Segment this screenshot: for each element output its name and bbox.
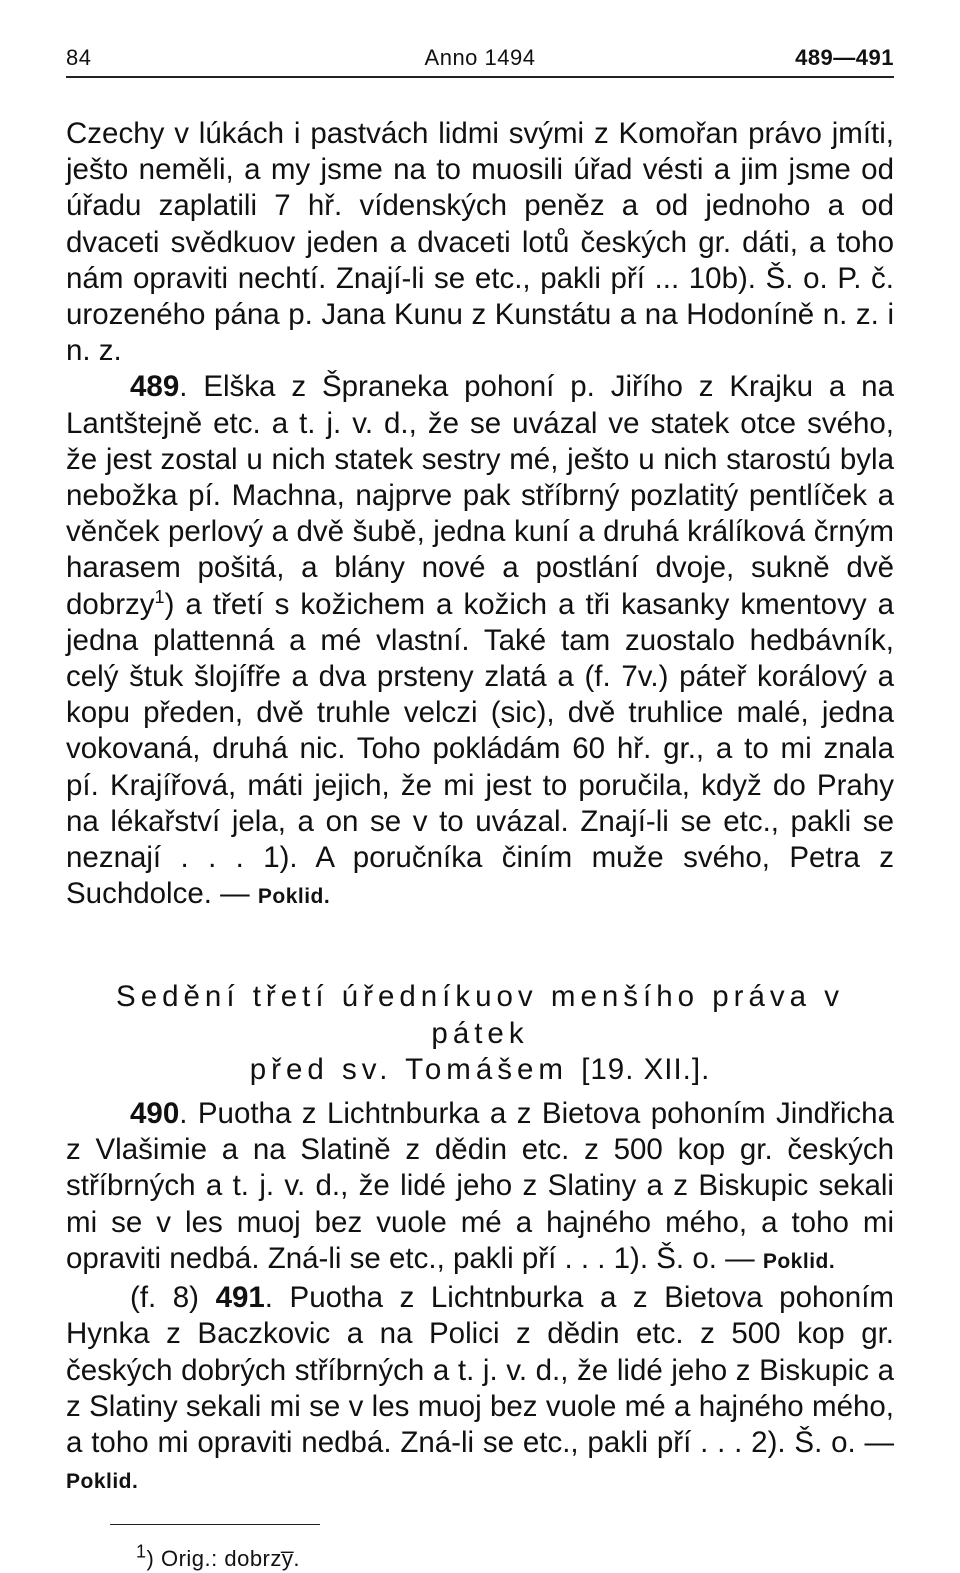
session-heading <box>66 979 894 1088</box>
running-header <box>66 38 894 78</box>
entry-outcome: Poklid. <box>66 1470 139 1494</box>
continuation-paragraph <box>66 116 894 369</box>
session-heading-line2 <box>66 1052 894 1088</box>
entry-text: . Puotha z Lichtnburka a z Bietova pohoním Jindřicha z Vlašimie a na Slatině z dědin etc. z 500 kop gr. českých stříbrných a t. j. v. d., že lidé jeho z Slatiny a z Biskupic sekali mi se v les muoj bez vuole mé a hajného mého, a toho mi opraviti nedbá. Zná-li se etc., pakli pří . . . 1). Š. o. — <box>66 1097 894 1275</box>
footnote-ref: 1 <box>154 586 165 607</box>
main-text <box>66 116 894 1500</box>
entry-text: . Elška z Špraneka pohoní p. Jiřího z Krajku a na Lantštejně etc. a t. j. v. d., že se uvázal ve statek otce svého, že jest zostal u nich statek sestry mé, ješto u nich starostú byla nebožka pí. Machna, najprve pak stříbrný pozlatitý pentlíček a věnček perlový a dvě šubě, jedna kuní a druhá králíková črným harasem pošitá, a blány nové a postlání dvoje, sukně dvě dobrzy <box>66 370 894 621</box>
entry-number: 490 <box>130 1097 180 1131</box>
footnote-mark: 1 <box>136 1541 147 1562</box>
entry-text-continued: ) a třetí s kožichem a kožich a tři kasanky kmentovy a jedna plattenná a mé vlastní. Také tam zuostalo hedbávník, celý štuk šlojífře a dva prsteny zlatá a (f. 7v.) páteř korálový a kopu předen, dvě truhle velczi (sic), dvě truhlice malé, jedna vokovaná, druhá nic. Toho pokládám 60 hř. gr., a to mi znala pí. Krajířová, máti jejich, že mi jest to poručila, když do Prahy na lékařství jela, a on se v to uvázal. Znají-li se etc., pakli se neznají . . . 1). A poručníka činím muže svého, Petra z Suchdolce. — <box>66 587 894 911</box>
page-number: 84 <box>66 45 92 70</box>
entry-outcome: Poklid. <box>762 1249 836 1273</box>
running-title: Anno 1494 <box>424 45 536 70</box>
entry-range: 489—491 <box>795 45 894 70</box>
folio-reference: (f. 8) <box>130 1281 199 1315</box>
book-page <box>66 38 894 1573</box>
session-date: [19. XII.]. <box>581 1052 711 1086</box>
entry-490 <box>66 1096 894 1280</box>
entry-text: . Puotha z Lichtnburka a z Bietova pohoním Hynka z Baczkovic a na Polici z dědin etc. z 500 kop gr. českých dobrých stříbrných a t. j. v. d., že lidé jeho z Biskupic a z Slatiny sekali mi se v les muoj bez vuole mé a hajného mého, a toho mi opraviti nedbá. Zná-li se etc., pakli pří . . . 2). Š. o. — <box>66 1281 894 1459</box>
entry-outcome: Poklid. <box>257 885 331 909</box>
session-heading-text: před sv. Tomášem <box>249 1052 568 1086</box>
footnote <box>136 1541 894 1573</box>
footnote-rule <box>110 1524 320 1525</box>
entry-number: 491 <box>215 1281 265 1315</box>
entry-number: 489 <box>130 370 180 404</box>
footnote-text: ) Orig.: dobrzy̅. <box>146 1546 300 1572</box>
continuation-text: Czechy v lúkách i pastvách lidmi svými z Komořan právo jmíti, ješto neměli, a my jsme na to muosili úřad vésti a jim jsme od úřadu zaplatili 7 hř. vídenských peněz a od jednoho a od dvaceti svědkuov jeden a dvaceti lotů českých gr. dáti, a toho nám opraviti nechtí. Znají-li se etc., pakli pří ... 10b). Š. o. P. č. urozeného pána p. Jana Kunu z Kunstátu a na Hodoníně n. z. i n. z. <box>66 117 894 368</box>
entry-489 <box>66 369 894 915</box>
entry-491 <box>66 1280 894 1500</box>
session-heading-line1: Sedění třetí úředníkuov menšího práva v pátek <box>116 980 844 1050</box>
